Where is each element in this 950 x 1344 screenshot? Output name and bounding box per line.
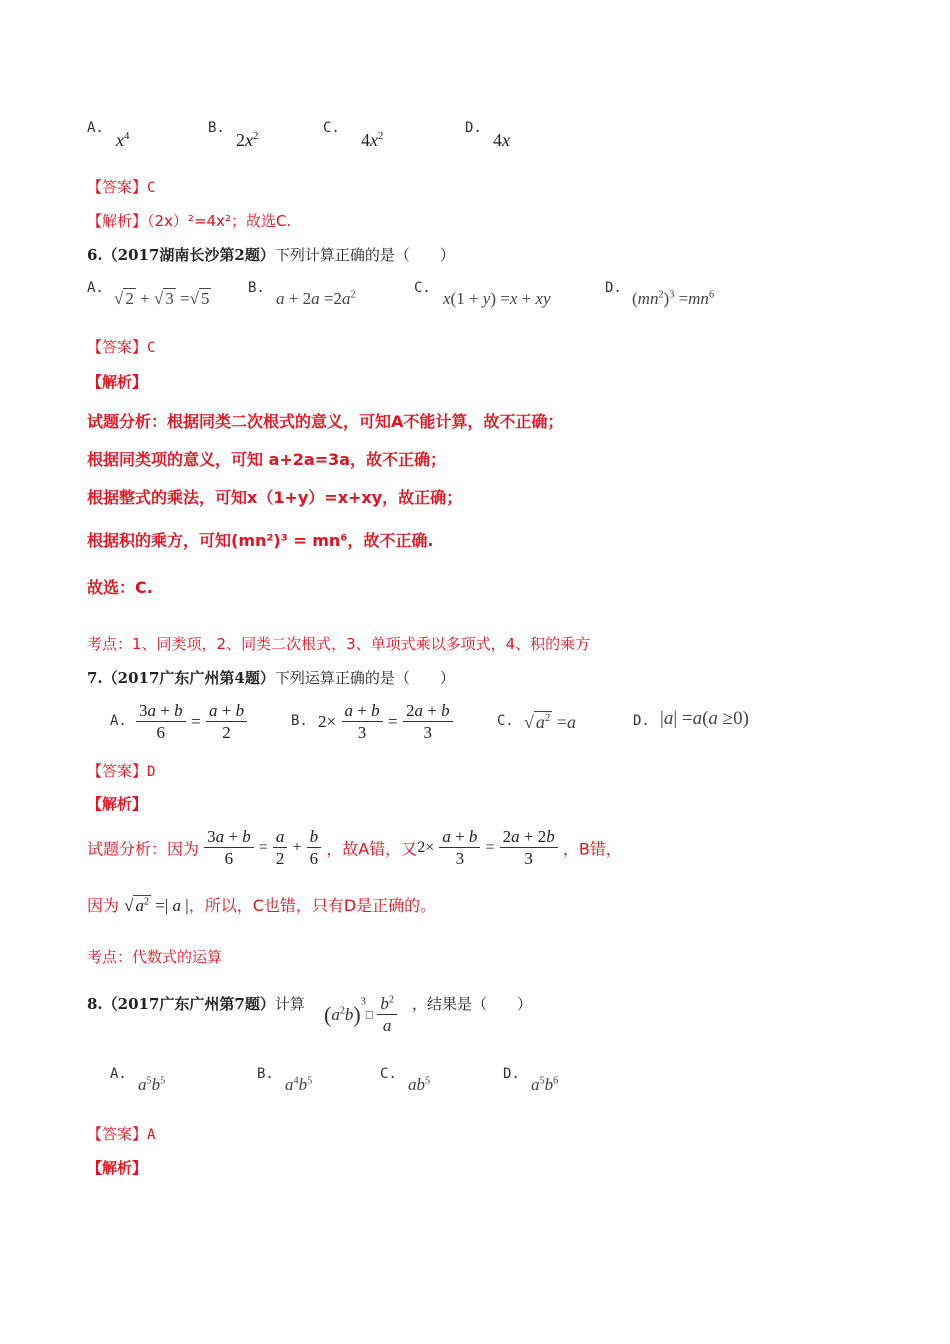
q7-stem: 7.（2017广东广州第4题）下列运算正确的是（ ） bbox=[87, 669, 455, 687]
q6-analysis-line-2: 根据同类项的意义，可知 a+2a=3a，故不正确； bbox=[87, 450, 447, 469]
q5-option-d-expr: 4x bbox=[493, 130, 510, 150]
q8-option-d-label: D. bbox=[503, 1066, 520, 1082]
q6-option-d-label: D. bbox=[605, 280, 622, 296]
q7-option-d-expr: |a| =a(a ≥0) bbox=[660, 708, 749, 729]
q8-option-c-expr: $ab^5$ bbox=[408, 1075, 431, 1094]
q6-analysis-line-1: 试题分析：根据同类二次根式的意义，可知A不能计算，故不正确； bbox=[87, 412, 564, 431]
q7-analysis-line-2: 因为 √ $a^2$ =| a |，所以，C也错，只有D是正确的。 bbox=[87, 896, 437, 915]
q6-option-a-label: A. bbox=[87, 280, 104, 296]
q6-option-b-expr: $a + 2a =2a^2$ bbox=[276, 289, 356, 308]
q5-option-b-label: B. bbox=[208, 120, 225, 136]
q8-analysis-title: 【解析】 bbox=[87, 1159, 148, 1177]
q7-option-b-expr: 2× $\frac{a + b}{3}$ = $\frac{2a + b}{3}$ bbox=[318, 700, 453, 744]
q6-analysis-line-3: 根据整式的乘法，可知x（1+y）=x+xy，故正确； bbox=[87, 488, 463, 507]
q6-option-b-label: B. bbox=[248, 280, 265, 296]
q6-kaodian: 考点：1、同类项，2、同类二次根式，3、单项式乘以多项式，4、积的乘方 bbox=[87, 635, 591, 653]
q8-option-b-label: B. bbox=[257, 1066, 274, 1082]
q5-option-a-expr: $x^4$ bbox=[116, 130, 130, 151]
q7-option-b-label: B. bbox=[291, 713, 308, 729]
q6-option-a-expr: √ 2 + √ 3 =√ 5 bbox=[114, 289, 210, 308]
q6-analysis-title: 【解析】 bbox=[87, 373, 148, 391]
q8-answer: 【答案】A bbox=[87, 1125, 156, 1143]
q7-option-d-label: D. bbox=[633, 713, 650, 729]
q8-option-a-expr: $a^5b^5$ bbox=[138, 1075, 166, 1094]
q6-option-c-expr: x(1 + y) =x + xy bbox=[443, 289, 551, 308]
q7-option-a-label: A. bbox=[110, 713, 127, 729]
q5-option-a-label: A. bbox=[87, 120, 104, 136]
q7-option-c-label: C. bbox=[497, 713, 514, 729]
q8-stem: 8.（2017广东广州第7题）计算 bbox=[87, 995, 305, 1013]
q6-analysis-line-4: 根据积的乘方，可知(mn²)³ = mn⁶，故不正确. bbox=[87, 531, 434, 550]
q7-option-a-expr: $\frac{3a + b}{6}$ = $\frac{a + b}{2}$ bbox=[136, 700, 247, 744]
q6-analysis-line-5: 故选：C. bbox=[87, 578, 153, 597]
q8-option-d-expr: $a^5b^6$ bbox=[531, 1075, 559, 1094]
q7-option-c-expr: √ $a^2 =a$ bbox=[524, 712, 576, 733]
q5-analysis: 【解析】（2x）²=4x²；故选C. bbox=[87, 212, 292, 230]
q6-stem: 6.（2017湖南长沙第2题）下列计算正确的是（ ） bbox=[87, 246, 455, 264]
q5-option-d-label: D. bbox=[465, 120, 482, 136]
q5-option-c-label: C. bbox=[323, 120, 340, 136]
q8-option-a-label: A. bbox=[110, 1066, 127, 1082]
q7-analysis-title: 【解析】 bbox=[87, 795, 148, 813]
q8-option-c-label: C. bbox=[380, 1066, 397, 1082]
q5-option-c-expr: $4x^2$ bbox=[361, 130, 384, 151]
q5-answer: 【答案】C bbox=[87, 178, 156, 196]
q5-option-b-expr: $2x^2$ bbox=[236, 130, 259, 151]
q7-kaodian: 考点：代数式的运算 bbox=[87, 948, 223, 966]
q8-option-b-expr: $a^4b^5$ bbox=[285, 1075, 313, 1094]
q7-answer: 【答案】D bbox=[87, 762, 156, 780]
q6-option-d-expr: $(mn^2)^3 =mn^6$ bbox=[632, 289, 715, 308]
watermark bbox=[236, 592, 250, 617]
q7-analysis-line-1: 试题分析：因为 $\frac{3a + b}{6}$ = $\frac{a}{2}$ + $\frac{b}{6}$ ，故A错，又2× $\frac{a + b}{3}$ = $\frac{2a + 2b}{3}$ ，B错， bbox=[87, 827, 622, 869]
q6-answer: 【答案】C bbox=[87, 338, 156, 356]
q8-expression: $(a^2b)^3□$ $\frac{b^2}{a}$ bbox=[324, 993, 397, 1037]
q6-option-c-label: C. bbox=[414, 280, 431, 296]
q8-stem-tail: ，结果是（ ） bbox=[412, 995, 533, 1013]
